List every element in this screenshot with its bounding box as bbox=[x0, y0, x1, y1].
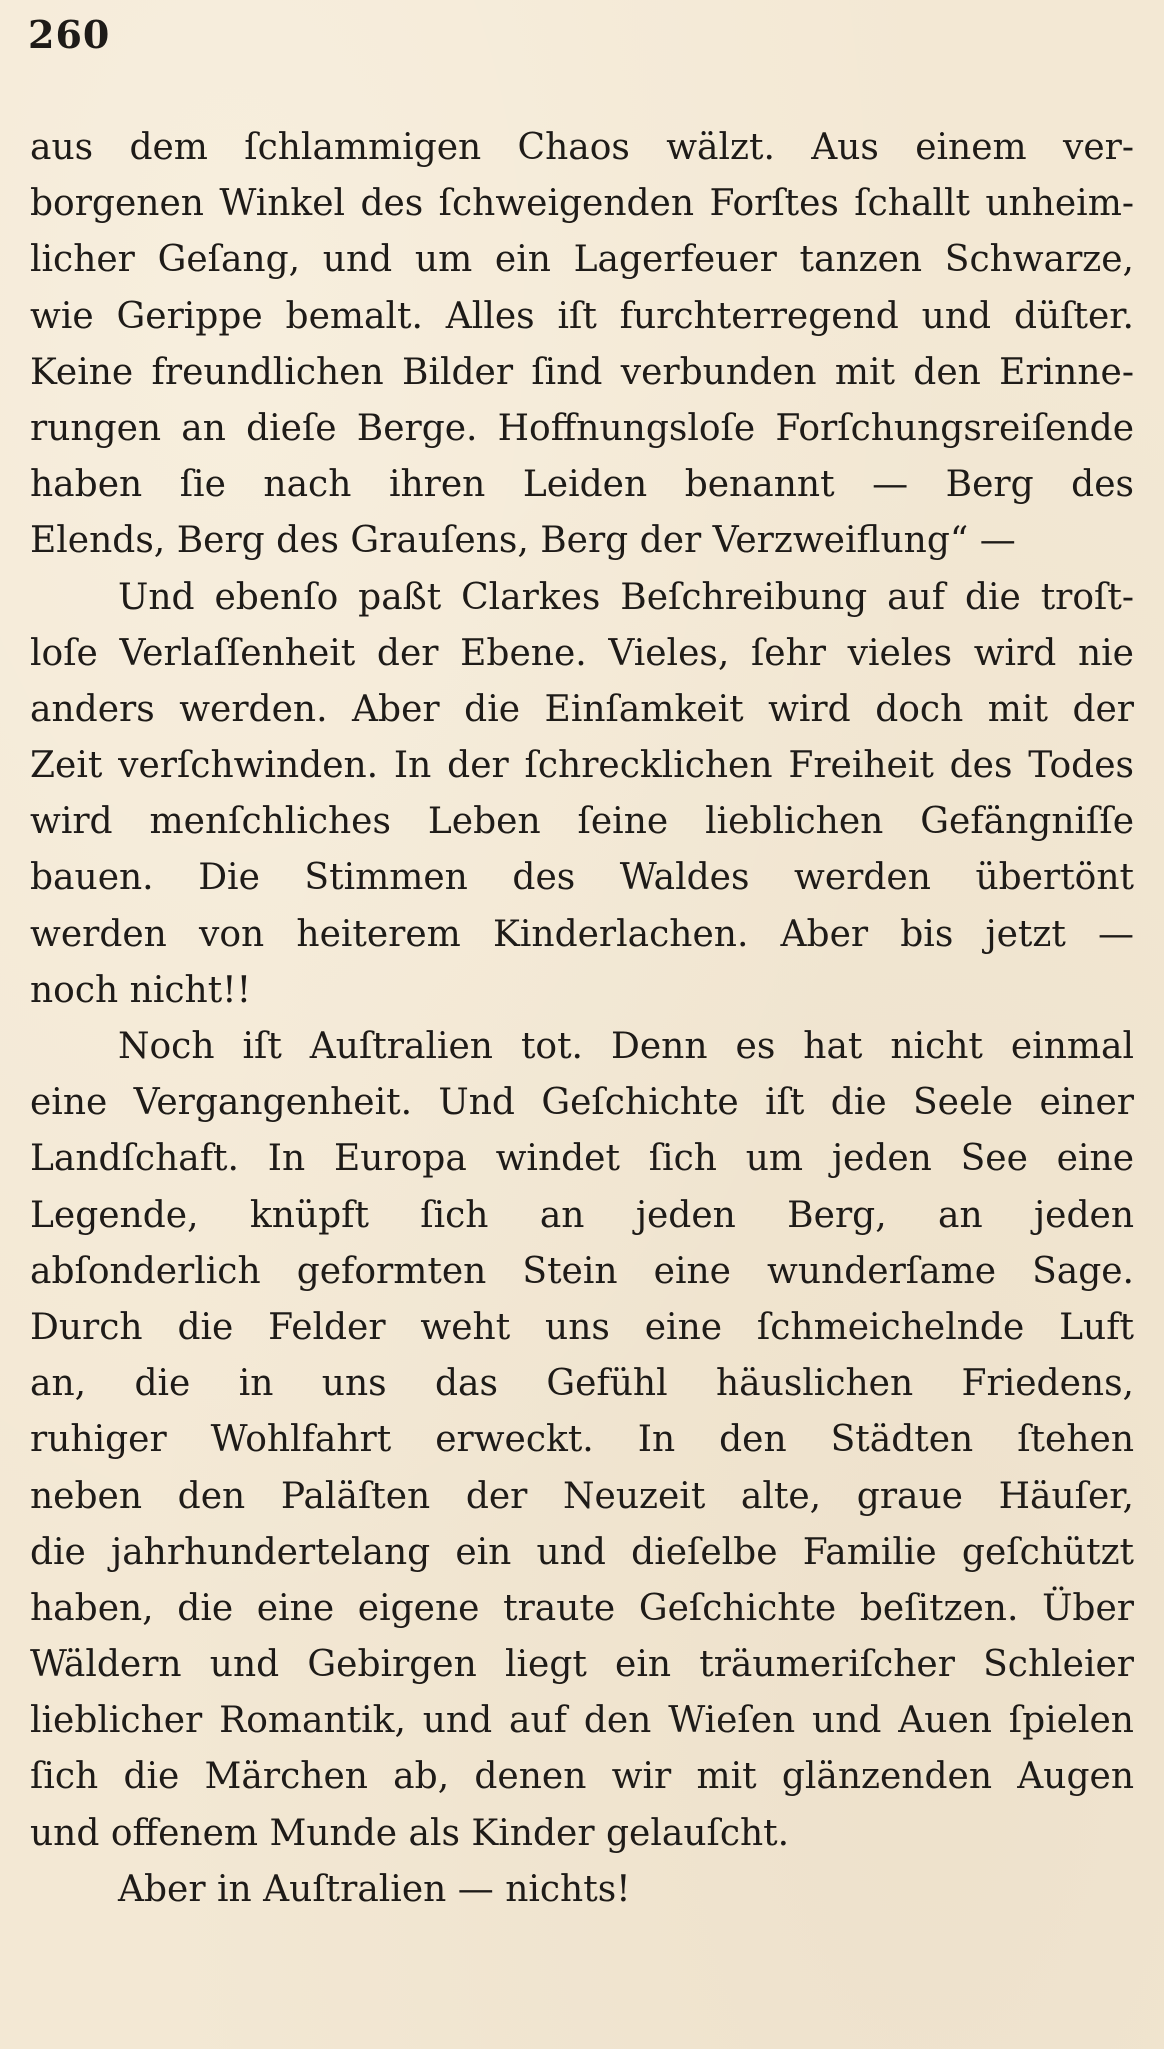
text-line: neben den Paläſten der Neuzeit alte, graue Häuſer, bbox=[30, 1475, 1134, 1517]
text-line: eine Vergangenheit. Und Geſchichte iſt die Seele einer bbox=[30, 1082, 1134, 1124]
text-line: Keine freundlichen Bilder ſind verbunden mit den Erinne- bbox=[30, 351, 1134, 393]
text-line: an, die in uns das Gefühl häuslichen Friedens, bbox=[30, 1363, 1134, 1405]
text-line: und offenem Munde als Kinder gelauſcht. bbox=[30, 1812, 790, 1854]
text-line: haben ſie nach ihren Leiden benannt — Berg des bbox=[30, 464, 1134, 506]
text-line: haben, die eine eigene traute Geſchichte beſitzen. Über bbox=[30, 1587, 1134, 1629]
text-line: Zeit verſchwinden. In der ſchrecklichen Freiheit des Todes bbox=[30, 745, 1134, 787]
text-line: ſich die Märchen ab, denen wir mit glänzenden Augen bbox=[30, 1756, 1134, 1798]
text-line: wie Gerippe bemalt. Alles iſt furchterregend und düſter. bbox=[30, 295, 1134, 337]
text-line: Landſchaft. In Europa windet ſich um jeden See eine bbox=[30, 1138, 1134, 1180]
text-line: die jahrhundertelang ein und dieſelbe Familie geſchützt bbox=[30, 1531, 1134, 1573]
text-line: ruhiger Wohlfahrt erweckt. In den Städten ſtehen bbox=[30, 1419, 1134, 1461]
text-line: werden von heiterem Kinderlachen. Aber bis jetzt — bbox=[30, 913, 1134, 955]
text-line: aus dem ſchlammigen Chaos wälzt. Aus einem ver- bbox=[30, 127, 1134, 168]
text-line: abſonderlich geformten Stein eine wunderſame Sage. bbox=[30, 1250, 1134, 1292]
text-line: licher Geſang, und um ein Lagerfeuer tanzen Schwarze, bbox=[30, 239, 1134, 281]
text-line: loſe Verlaſſenheit der Ebene. Vieles, ſehr vieles wird nie bbox=[30, 632, 1134, 674]
page-number: 260 bbox=[28, 12, 111, 57]
text-line: bauen. Die Stimmen des Waldes werden übertönt bbox=[30, 857, 1134, 899]
text-line: wird menſchliches Leben ſeine lieblichen Gefängniſſe bbox=[30, 801, 1134, 843]
text-line: Wäldern und Gebirgen liegt ein träumeriſcher Schleier bbox=[30, 1644, 1134, 1686]
text-line: borgenen Winkel des ſchweigenden Forſtes ſchallt unheim- bbox=[30, 183, 1134, 225]
text-line: anders werden. Aber die Einſamkeit wird doch mit der bbox=[30, 688, 1134, 730]
text-line: Durch die Felder weht uns eine ſchmeichelnde Luft bbox=[30, 1306, 1134, 1348]
text-line: noch nicht!! bbox=[30, 969, 252, 1011]
text-line: Und ebenſo paßt Clarkes Beſchreibung auf die troſt- bbox=[118, 576, 1134, 618]
body-text bbox=[30, 120, 1134, 1918]
text-line: lieblicher Romantik, und auf den Wieſen und Auen ſpielen bbox=[30, 1700, 1134, 1742]
text-line: Noch iſt Auſtralien tot. Denn es hat nicht einmal bbox=[118, 1026, 1134, 1067]
text-line: Aber in Auſtralien — nichts! bbox=[118, 1868, 631, 1910]
text-line: Elends, Berg des Grauſens, Berg der Verzweiflung“ — bbox=[30, 520, 1016, 562]
text-line: Legende, knüpft ſich an jeden Berg, an jeden bbox=[30, 1194, 1134, 1236]
text-line: rungen an dieſe Berge. Hoffnungsloſe Forſchungsreiſende bbox=[30, 407, 1134, 449]
